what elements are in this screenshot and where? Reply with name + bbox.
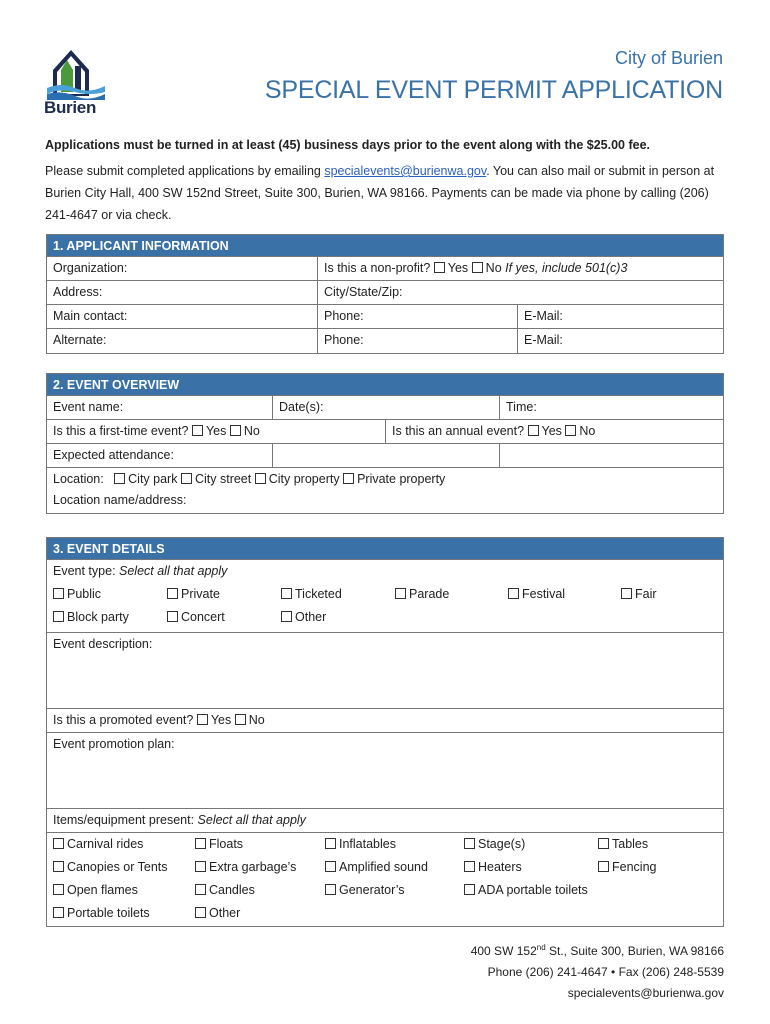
attendance-extra[interactable] [499, 444, 723, 467]
yes-label: Yes [205, 424, 227, 438]
section-header: 2. EVENT OVERVIEW [47, 374, 723, 396]
type-option-parade[interactable] [395, 583, 449, 606]
checkbox-icon[interactable] [343, 473, 354, 484]
checkbox-icon[interactable] [464, 861, 475, 872]
checkbox-icon[interactable] [255, 473, 266, 484]
checkbox-icon[interactable] [281, 611, 292, 622]
checkbox-icon[interactable] [472, 262, 483, 273]
option-label: Inflatables [339, 837, 396, 851]
checkbox-icon[interactable] [195, 884, 206, 895]
deadline-notice: Applications must be turned in at least (45) business days prior to the event along with the $25.00 fee. [45, 138, 650, 152]
footer-address [471, 937, 724, 962]
checkbox-icon[interactable] [565, 425, 576, 436]
location-options [47, 468, 723, 491]
checkbox-icon[interactable] [53, 861, 64, 872]
logo-icon [45, 44, 107, 100]
main-contact-field[interactable]: Main contact: [53, 309, 128, 323]
item-option[interactable] [53, 879, 138, 902]
option-label: Fair [635, 587, 657, 601]
city-name: City of Burien [614, 48, 723, 68]
event-type-label [53, 560, 227, 583]
footer-contact [471, 937, 724, 1004]
type-option-concert[interactable] [167, 606, 225, 629]
location-label: Location: [53, 472, 104, 486]
checkbox-icon[interactable] [325, 838, 336, 849]
nonprofit-field[interactable] [317, 257, 723, 280]
location-option: City street [194, 472, 252, 486]
checkbox-icon[interactable] [464, 884, 475, 895]
checkbox-icon[interactable] [53, 907, 64, 918]
footer-address-sup: nd [536, 943, 546, 952]
checkbox-icon[interactable] [114, 473, 125, 484]
alternate-email-field[interactable]: E-Mail: [517, 329, 723, 353]
option-label: Other [295, 610, 327, 624]
yes-label: Yes [541, 424, 562, 438]
checkbox-icon[interactable] [53, 611, 64, 622]
item-option[interactable] [598, 856, 656, 879]
intro-text-after: . You can also mail or submit in person at Burien City Hall, 400 SW 152nd Street, Suite 300, Burien, WA 98166. Payments can be made via phone by calling (206) 241-4647 or via check. [45, 164, 715, 223]
applicant-information-section [46, 234, 724, 354]
option-label: ADA portable toilets [478, 883, 588, 897]
location-name-field[interactable]: Location name/address: [53, 493, 187, 507]
promoted-question: Is this a promoted event? [53, 713, 197, 727]
footer-email[interactable]: specialevents@burienwa.gov [567, 986, 724, 1000]
item-option[interactable] [598, 833, 648, 856]
type-option-public[interactable] [53, 583, 101, 606]
event-type-text: Event type: [53, 564, 120, 578]
checkbox-icon[interactable] [464, 838, 475, 849]
main-contact-row [47, 305, 723, 329]
option-label: Open flames [67, 883, 138, 897]
no-label: No [243, 424, 260, 438]
item-option[interactable] [195, 833, 243, 856]
location-option: City property [268, 472, 340, 486]
location-row [47, 468, 723, 513]
yes-label: Yes [210, 713, 232, 727]
checkbox-icon[interactable] [598, 838, 609, 849]
first-time-question: Is this a first-time event? [53, 424, 192, 438]
option-label: Other [209, 906, 241, 920]
checkbox-icon[interactable] [167, 588, 178, 599]
promoted-row [47, 709, 723, 733]
checkbox-icon[interactable] [195, 907, 206, 918]
option-label: Ticketed [295, 587, 342, 601]
no-label: No [485, 261, 502, 275]
address-field[interactable]: Address: [53, 285, 103, 299]
item-option[interactable] [464, 833, 525, 856]
checkbox-icon[interactable] [235, 714, 246, 725]
promotion-plan-row[interactable] [47, 733, 723, 809]
event-details-section [46, 537, 724, 927]
type-option-other[interactable] [281, 606, 326, 629]
logo-text: Burien [44, 98, 97, 117]
option-label: Candles [209, 883, 255, 897]
option-label: Portable toilets [67, 906, 150, 920]
type-option-block-party[interactable] [53, 606, 129, 629]
option-label: Canopies or Tents [67, 860, 168, 874]
description-label: Event description: [53, 637, 153, 651]
checkbox-icon[interactable] [181, 473, 192, 484]
alternate-phone-field[interactable]: Phone: [317, 329, 517, 353]
type-option-fair[interactable] [621, 583, 657, 606]
checkbox-icon[interactable] [325, 884, 336, 895]
event-type-row [47, 560, 723, 633]
option-label: Fencing [612, 860, 657, 874]
page-title: SPECIAL EVENT PERMIT APPLICATION [264, 76, 723, 104]
checkbox-icon[interactable] [197, 714, 208, 725]
description-row[interactable] [47, 633, 723, 709]
checkbox-icon[interactable] [53, 588, 64, 599]
option-label: Carnival rides [67, 837, 144, 851]
item-option[interactable] [325, 833, 396, 856]
option-label: Extra garbage’s [209, 860, 297, 874]
item-option[interactable] [464, 856, 522, 879]
intro-text-before: Please submit completed applications by emailing [45, 164, 325, 178]
item-option[interactable] [195, 879, 255, 902]
checkbox-icon[interactable] [230, 425, 241, 436]
item-option[interactable] [195, 902, 240, 925]
footer-address-pre: 400 SW 152 [470, 944, 537, 958]
select-all-note: Select all that apply [119, 564, 228, 578]
checkbox-icon[interactable] [395, 588, 406, 599]
attendance-value[interactable] [272, 444, 499, 467]
checkbox-icon[interactable] [53, 838, 64, 849]
option-label: Parade [409, 587, 450, 601]
event-overview-section [46, 373, 724, 514]
checkbox-icon[interactable] [621, 588, 632, 599]
annual-field [385, 420, 723, 443]
items-label [53, 809, 306, 832]
attendance-field[interactable]: Expected attendance: [53, 448, 174, 462]
location-option: Private property [357, 472, 446, 486]
item-option[interactable] [464, 879, 588, 902]
no-label: No [579, 424, 596, 438]
event-name-field[interactable]: Event name: [53, 400, 124, 414]
attendance-row [47, 444, 723, 468]
checkbox-icon[interactable] [167, 611, 178, 622]
annual-question: Is this an annual event? [392, 424, 528, 438]
submission-instructions [45, 160, 735, 227]
type-option-festival[interactable] [508, 583, 565, 606]
section-header: 1. APPLICANT INFORMATION [47, 235, 723, 257]
first-time-row [47, 420, 723, 444]
checkbox-icon[interactable] [192, 425, 203, 436]
checkbox-icon[interactable] [598, 861, 609, 872]
checkbox-icon[interactable] [195, 861, 206, 872]
item-option[interactable] [53, 902, 150, 925]
option-label: Amplified sound [339, 860, 428, 874]
nonprofit-question: Is this a non-profit? [324, 261, 434, 275]
main-email-field[interactable]: E-Mail: [517, 305, 723, 328]
event-name-row [47, 396, 723, 420]
promotion-plan-label: Event promotion plan: [53, 737, 175, 751]
option-label: Stage(s) [478, 837, 526, 851]
option-label: Heaters [478, 860, 522, 874]
main-phone-field[interactable]: Phone: [317, 305, 517, 328]
checkbox-icon[interactable] [528, 425, 539, 436]
footer-phone-fax: Phone (206) 241-4647 • Fax (206) 248-5539 [487, 965, 724, 979]
checkbox-icon[interactable] [195, 838, 206, 849]
option-label: Private [181, 587, 220, 601]
checkbox-icon[interactable] [325, 861, 336, 872]
type-option-private[interactable] [167, 583, 220, 606]
location-option: City park [128, 472, 178, 486]
option-label: Block party [67, 610, 129, 624]
email-link[interactable]: specialevents@burienwa.gov [324, 164, 487, 178]
option-label: Tables [612, 837, 649, 851]
alternate-field[interactable]: Alternate: [53, 333, 107, 347]
no-label: No [248, 713, 265, 727]
nonprofit-note: If yes, include 501(c)3 [505, 261, 628, 275]
organization-field[interactable]: Organization: [53, 261, 128, 275]
checkbox-icon[interactable] [508, 588, 519, 599]
item-option[interactable] [325, 879, 405, 902]
item-option[interactable] [53, 833, 143, 856]
type-option-ticketed[interactable] [281, 583, 342, 606]
organization-row [47, 257, 723, 281]
option-label: Generator’s [339, 883, 405, 897]
first-time-field [47, 420, 385, 443]
promoted-field [53, 709, 265, 732]
item-option[interactable] [53, 856, 168, 879]
time-field[interactable]: Time: [499, 396, 723, 419]
dates-field[interactable]: Date(s): [272, 396, 499, 419]
section-header: 3. EVENT DETAILS [47, 538, 723, 560]
items-grid [47, 833, 723, 925]
checkbox-icon[interactable] [281, 588, 292, 599]
items-label-text: Items/equipment present: [53, 813, 198, 827]
alternate-row [47, 329, 723, 353]
option-label: Concert [181, 610, 225, 624]
option-label: Public [67, 587, 102, 601]
yes-label: Yes [447, 261, 469, 275]
item-option[interactable] [325, 856, 428, 879]
address-row [47, 281, 723, 305]
select-all-note: Select all that apply [197, 813, 306, 827]
items-label-row [47, 809, 723, 833]
footer-address-post: St., Suite 300, Burien, WA 98166 [545, 944, 724, 958]
item-option[interactable] [195, 856, 296, 879]
checkbox-icon[interactable] [434, 262, 445, 273]
checkbox-icon[interactable] [53, 884, 64, 895]
option-label: Floats [209, 837, 244, 851]
option-label: Festival [522, 587, 566, 601]
city-state-zip-field[interactable]: City/State/Zip: [317, 281, 723, 304]
